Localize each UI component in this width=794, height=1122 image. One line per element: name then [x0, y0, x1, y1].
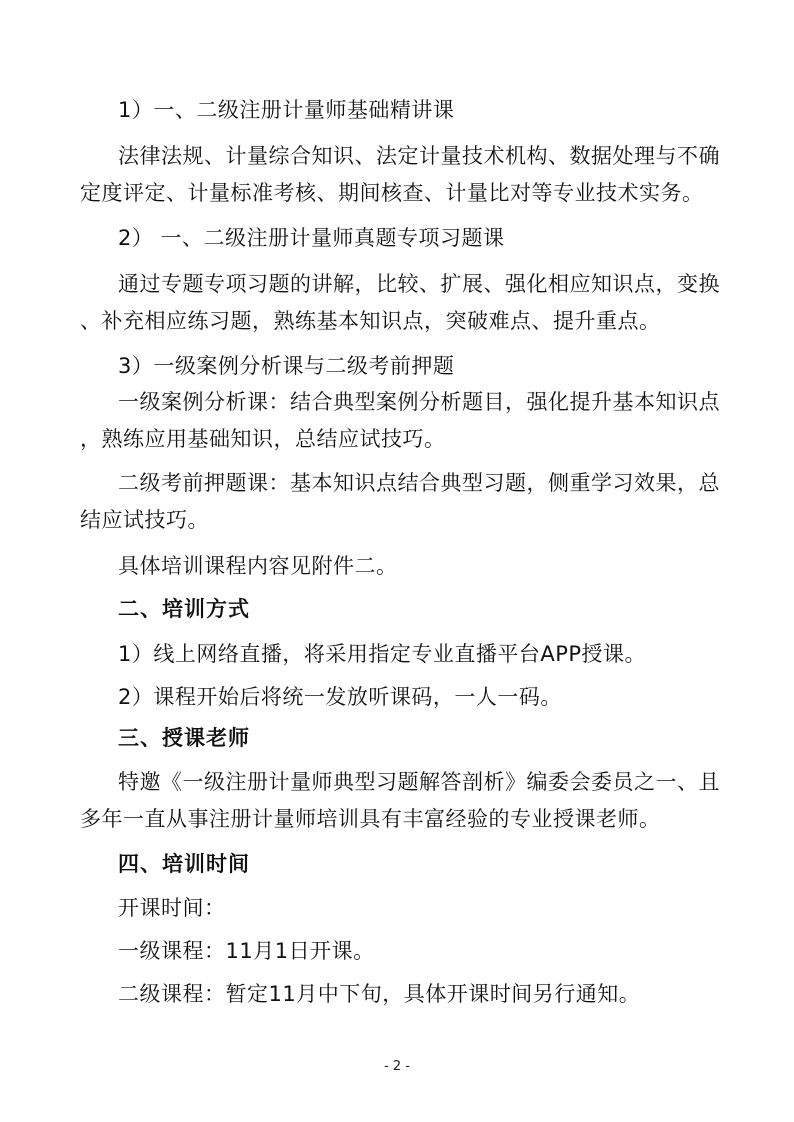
training-time-label: 开课时间：	[118, 896, 226, 920]
exam-prep-desc-line2: 结应试技巧。	[80, 508, 209, 532]
level-1-course-time: 一级课程：11月1日开课。	[118, 939, 375, 963]
training-method-item-2: 2）课程开始后将统一发放听课码，一人一码。	[118, 685, 562, 709]
instructor-desc-line2: 多年一直从事注册计量师培训具有丰富经验的专业授课老师。	[80, 807, 661, 831]
page-number: - 2 -	[384, 1059, 410, 1074]
course-item-2-desc-line2: 、补充相应练习题，熟练基本知识点，突破难点、提升重点。	[80, 309, 661, 333]
instructor-desc-line1: 特邀《一级注册计量师典型习题解答剖析》编委会委员之一、且	[118, 770, 720, 794]
exam-prep-desc-line1: 二级考前押题课：基本知识点结合典型习题，侧重学习效果，总	[118, 471, 720, 495]
case-analysis-desc-line2: ，熟练应用基础知识，总结应试技巧。	[80, 427, 446, 451]
course-item-2-desc-line1: 通过专题专项习题的讲解，比较、扩展、强化相应知识点，变换	[118, 272, 720, 296]
attachment-note: 具体培训课程内容见附件二。	[118, 554, 398, 578]
level-2-course-time: 二级课程：暂定11月中下旬，具体开课时间另行通知。	[118, 982, 641, 1006]
course-item-3-title: 3）一级案例分析课与二级考前押题	[118, 354, 455, 378]
course-item-1-desc-line2: 定度评定、计量标准考核、期间核查、计量比对等专业技术实务。	[80, 181, 704, 205]
training-method-item-1: 1）线上网络直播，将采用指定专业直播平台APP授课。	[118, 642, 647, 666]
case-analysis-desc-line1: 一级案例分析课：结合典型案例分析题目，强化提升基本知识点	[118, 390, 720, 414]
section-heading-instructor: 三、授课老师	[118, 726, 250, 750]
course-item-1-desc-line1: 法律法规、计量综合知识、法定计量技术机构、数据处理与不确	[118, 144, 720, 168]
course-item-2-title: 2） 一、二级注册计量师真题专项习题课	[118, 226, 505, 250]
section-heading-training-method: 二、培训方式	[118, 597, 250, 621]
section-heading-training-time: 四、培训时间	[118, 852, 250, 876]
course-item-1-title: 1）一、二级注册计量师基础精讲课	[118, 98, 455, 122]
